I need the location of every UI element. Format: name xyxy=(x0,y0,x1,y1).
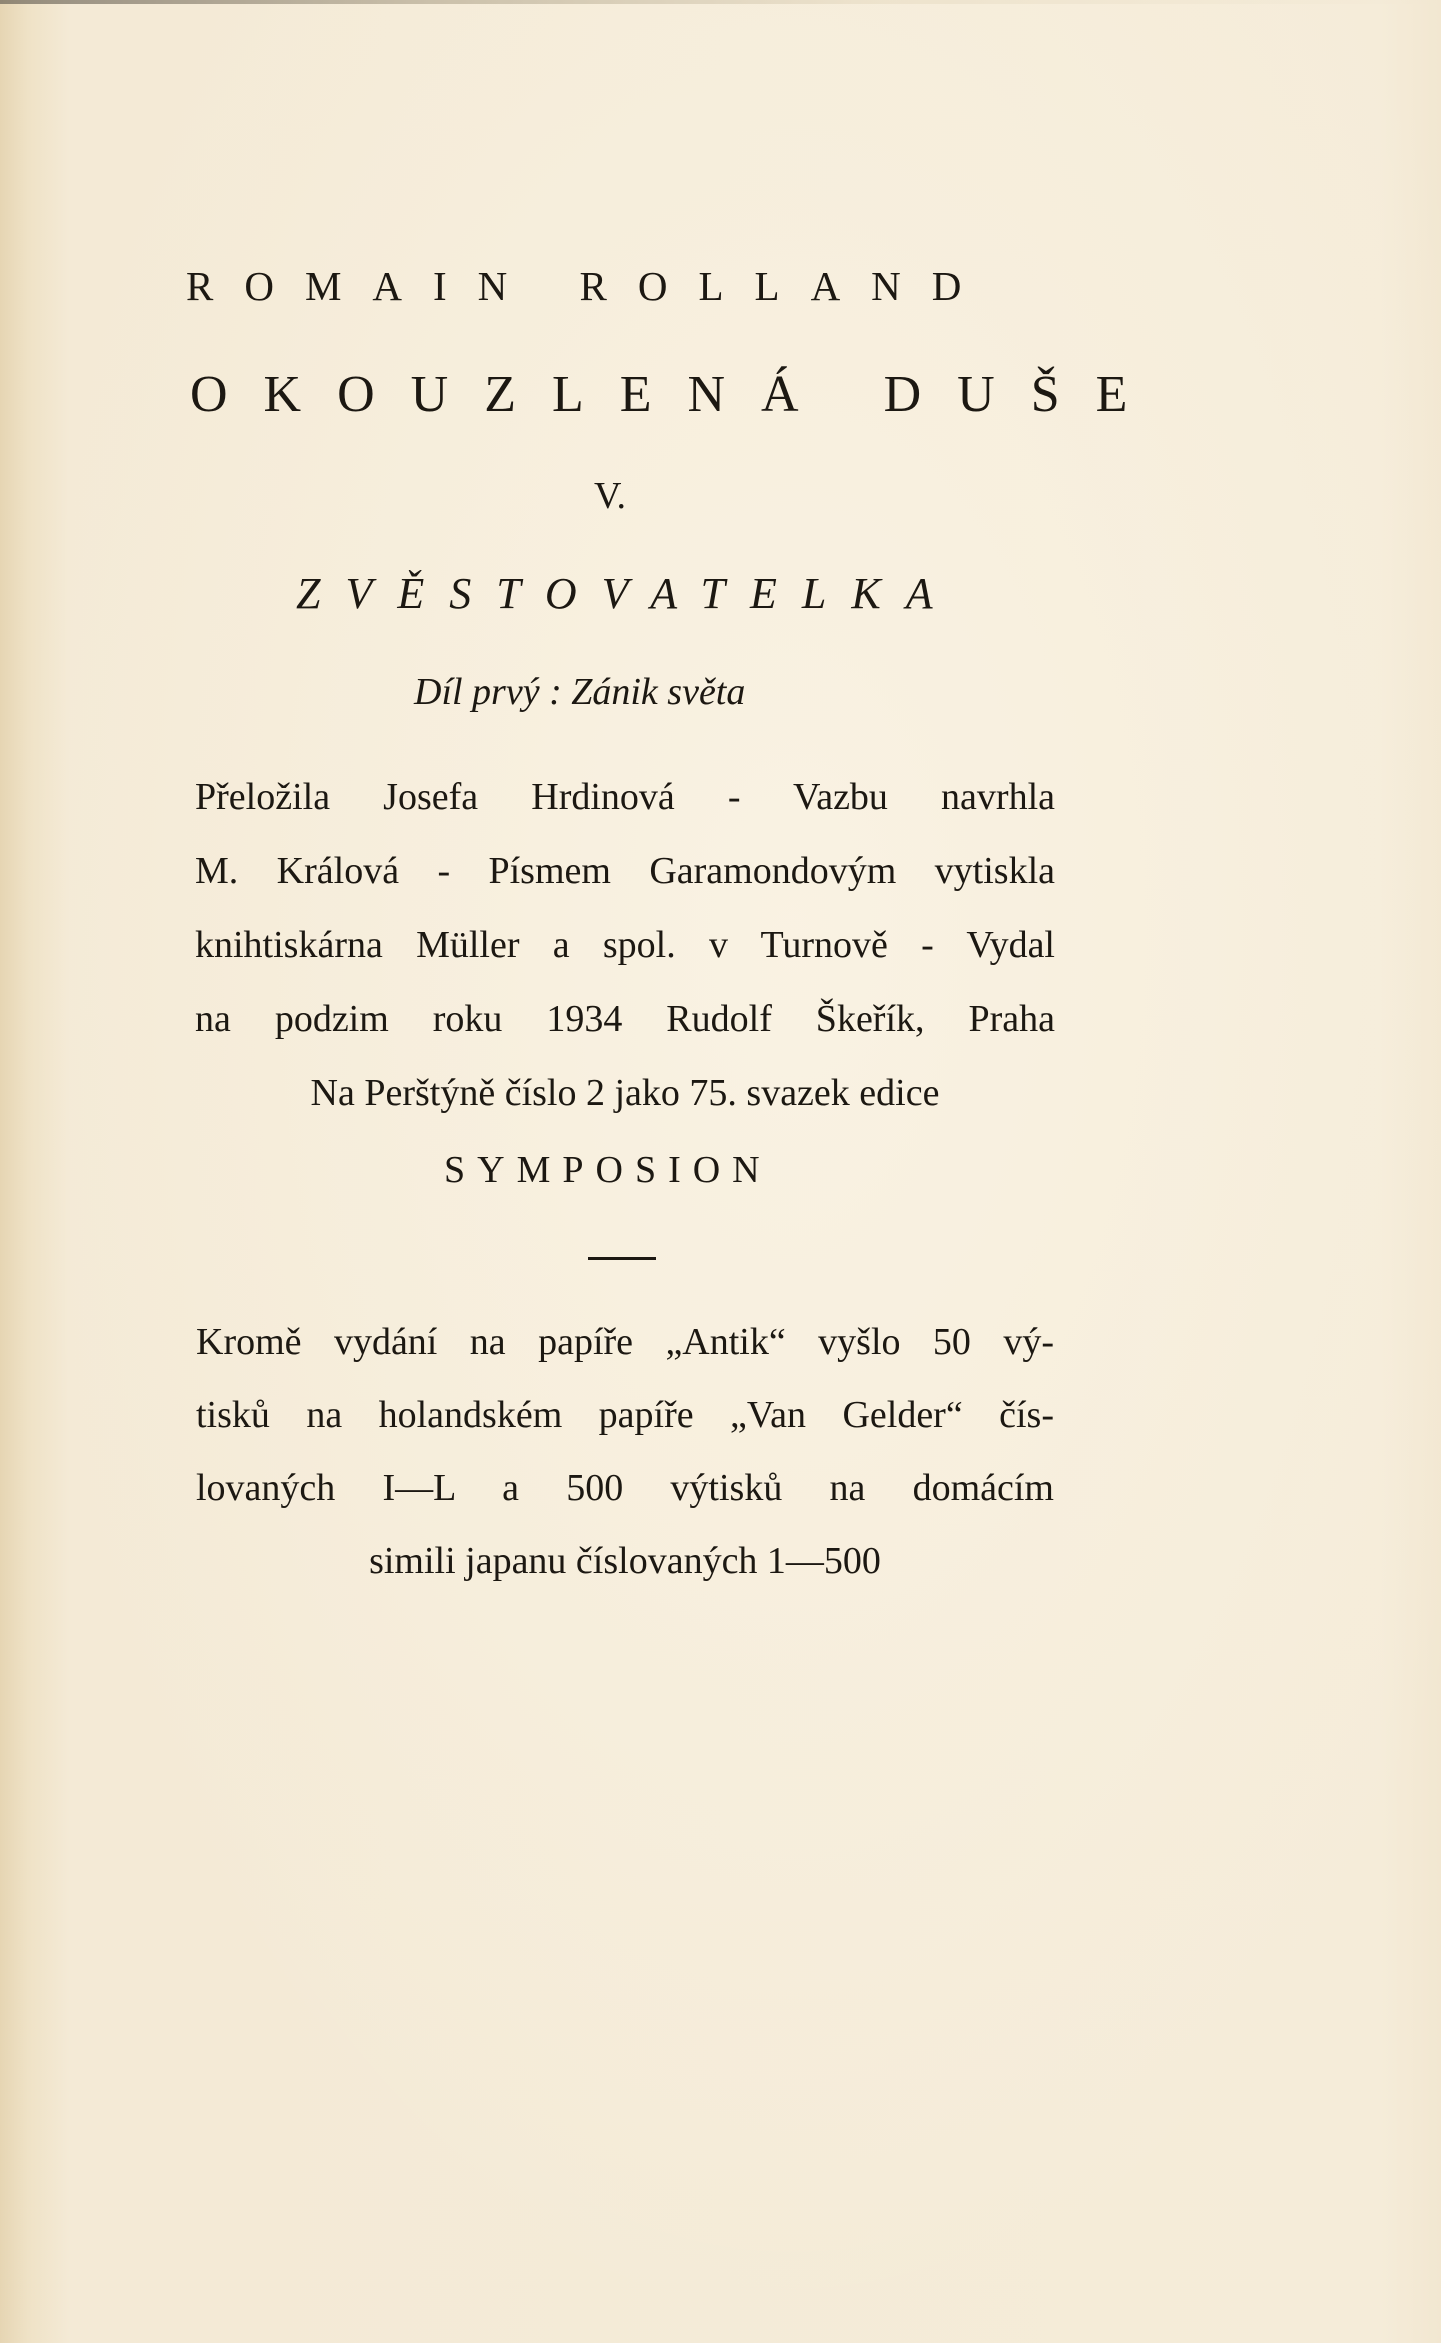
series-name: SYMPOSION xyxy=(444,1149,772,1191)
part-title: Díl prvý : Zánik světa xyxy=(414,671,746,713)
volume-subtitle: ZVĚSTOVATELKA xyxy=(296,569,958,618)
colophon-line: Přeložila Josefa Hrdinová - Vazbu navrhla xyxy=(195,776,1055,818)
colophon-line: Na Perštýně číslo 2 jako 75. svazek edice xyxy=(310,1072,940,1114)
colophon-text xyxy=(195,760,1055,1130)
colophon-line: M. Králová - Písmem Garamondovým vytiskla xyxy=(195,850,1055,892)
colophon-line: knihtiskárna Müller a spol. v Turnově - Vydal xyxy=(195,924,1055,966)
edition-line: tisků na holandském papíře „Van Gelder“ čís- xyxy=(196,1394,1054,1436)
edition-line: Kromě vydání na papíře „Antik“ vyšlo 50 vý- xyxy=(196,1321,1054,1363)
edition-line: simili japanu číslovaných 1—500 xyxy=(369,1540,881,1582)
page-top-edge xyxy=(0,0,1441,4)
edition-line: lovaných I—L a 500 výtisků na domácím xyxy=(196,1467,1054,1509)
volume-number: V. xyxy=(594,475,627,517)
divider-rule xyxy=(588,1257,656,1260)
colophon-line: na podzim roku 1934 Rudolf Škeřík, Praha xyxy=(195,998,1055,1040)
edition-note xyxy=(196,1306,1054,1598)
author-name: ROMAIN ROLLAND xyxy=(186,263,993,309)
book-title: OKOUZLENÁ DUŠE xyxy=(190,366,1164,423)
